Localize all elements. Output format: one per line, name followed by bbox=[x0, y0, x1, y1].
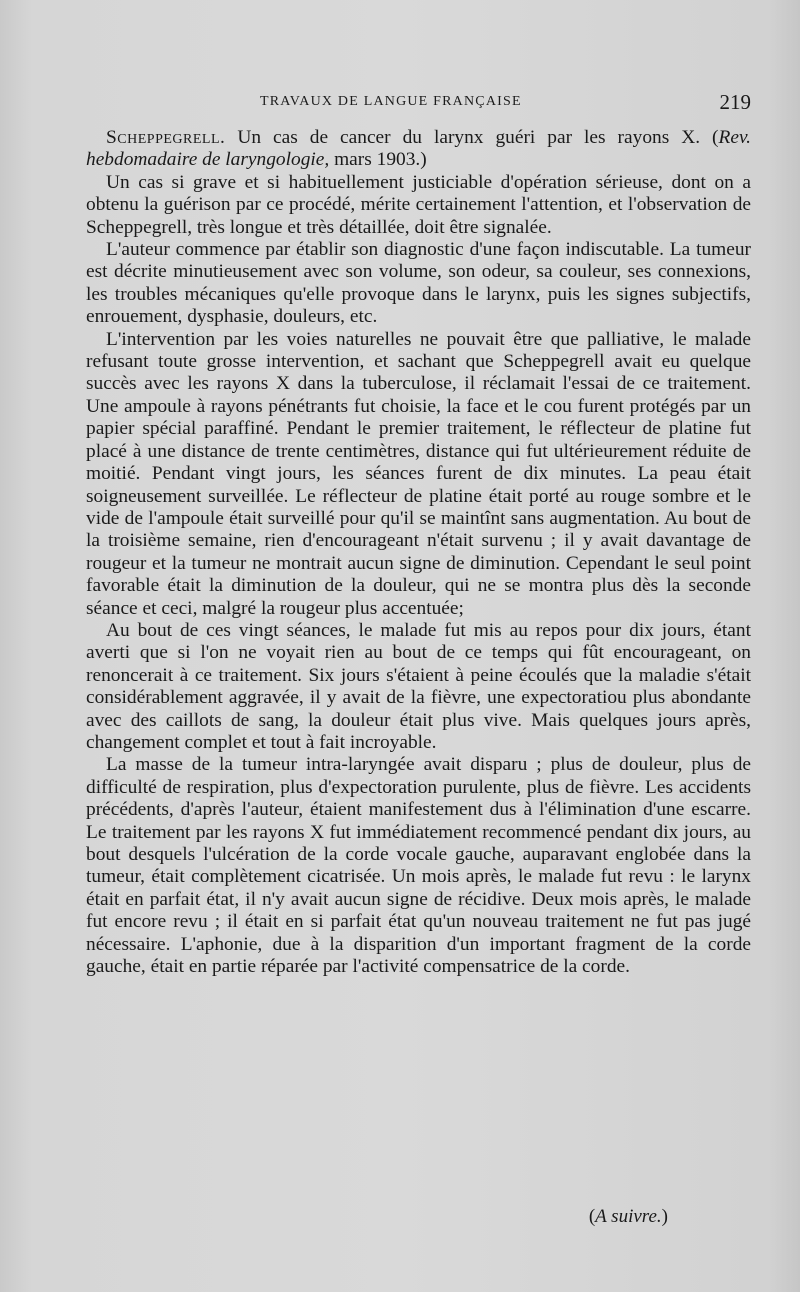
article-heading bbox=[86, 127, 751, 172]
running-head bbox=[86, 90, 751, 116]
continued-text: A suivre. bbox=[595, 1206, 662, 1227]
paragraph: L'auteur commence par établir son diagnostic d'une façon indiscutable. La tumeur est décrite minutieusement avec son volume, son odeur, sa couleur, ses connexions, les troubles mécaniques qu'elle provoque dans le larynx, puis les signes subjectifs, enrouement, dysphasie, douleurs, etc. bbox=[86, 239, 751, 328]
author-name: Scheppegrell. bbox=[106, 127, 226, 148]
paragraph: La masse de la tumeur intra-laryngée avait disparu ; plus de douleur, plus de difficulté de respiration, plus d'expectoration purulente, plus de fièvre. Les accidents précédents, d'après l'auteur, étaient manifestement dus à l'élimination d'une escarre. Le traitement par les rayons X fut immédiatement recommencé pendant dix jours, au bout desquels l'ulcération de la corde vocale gauche, auparavant englobée dans la tumeur, était complètement cicatrisée. Un mois après, le malade fut revu : le larynx était en parfait état, il n'y avait aucun signe de récidive. Deux mois après, le malade fut encore revu ; il était en si parfait état qu'un nouveau traitement ne fut pas jugé nécessaire. L'aphonie, due à la disparition d'un important fragment de la corde gauche, était en partie réparée par l'activité compensatrice de la corde. bbox=[86, 754, 751, 978]
paragraph: Un cas si grave et si habituellement justiciable d'opération sérieuse, dont on a obtenu la guérison par ce procédé, mérite certainement l'attention, et l'observation de Scheppegrell, très longue et très détaillée, doit être signalée. bbox=[86, 171, 751, 238]
paragraph: Au bout de ces vingt séances, le malade fut mis au repos pour dix jours, étant averti que si l'on ne voyait rien au bout de ce temps qui fût encourageant, on renoncerait à ce traitement. Six jours s'étaient à peine écoulés que la maladie s'était considérablement aggravée, il y avait de la fièvre, une expectoratiou plus abondante avec des caillots de sang, la douleur était plus vive. Mais quelques jours après, changement complet et tout à fait incroyable. bbox=[86, 619, 751, 753]
publication-date: mars 1903.) bbox=[329, 149, 427, 171]
running-title: TRAVAUX DE LANGUE FRANÇAISE bbox=[260, 94, 522, 109]
journal-name: Rev. hebdomadaire de laryngologie, bbox=[86, 127, 751, 171]
article-body bbox=[86, 127, 751, 978]
page-number: 219 bbox=[719, 90, 751, 114]
continued-note: (A suivre.) bbox=[588, 1206, 668, 1227]
paragraph: L'intervention par les voies naturelles ne pouvait être que palliative, le malade refusant toute grosse intervention, et sachant que Scheppegrell avait eu quelque succès avec les rayons X dans la tuberculose, il réclamait l'essai de ce traitement. Une ampoule à rayons pénétrants fut choisie, la face et le cou furent protégés par un papier spécial paraffiné. Pendant le premier traitement, le réflecteur de platine fut placé à une distance de trente centimètres, distance qui fut ultérieurement réduite de moitié. Pendant vingt jours, les séances furent de dix minutes. La peau était soigneusement surveillée. Le réflecteur de platine était porté au rouge sombre et le vide de l'ampoule était surveillé pour qu'il se maintînt sans augmentation. Au bout de la troisième semaine, rien d'encourageant n'était survenu ; il y avait davantage de rougeur et la tumeur ne montrait aucun signe de diminution. Cependant le seul point favorable était la diminution de la douleur, qui ne se montra plus dès la seconde séance et ceci, malgré la rougeur plus accentuée; bbox=[86, 328, 751, 619]
article-title: Un cas de cancer du larynx guéri par les rayons X. ( bbox=[225, 127, 719, 148]
